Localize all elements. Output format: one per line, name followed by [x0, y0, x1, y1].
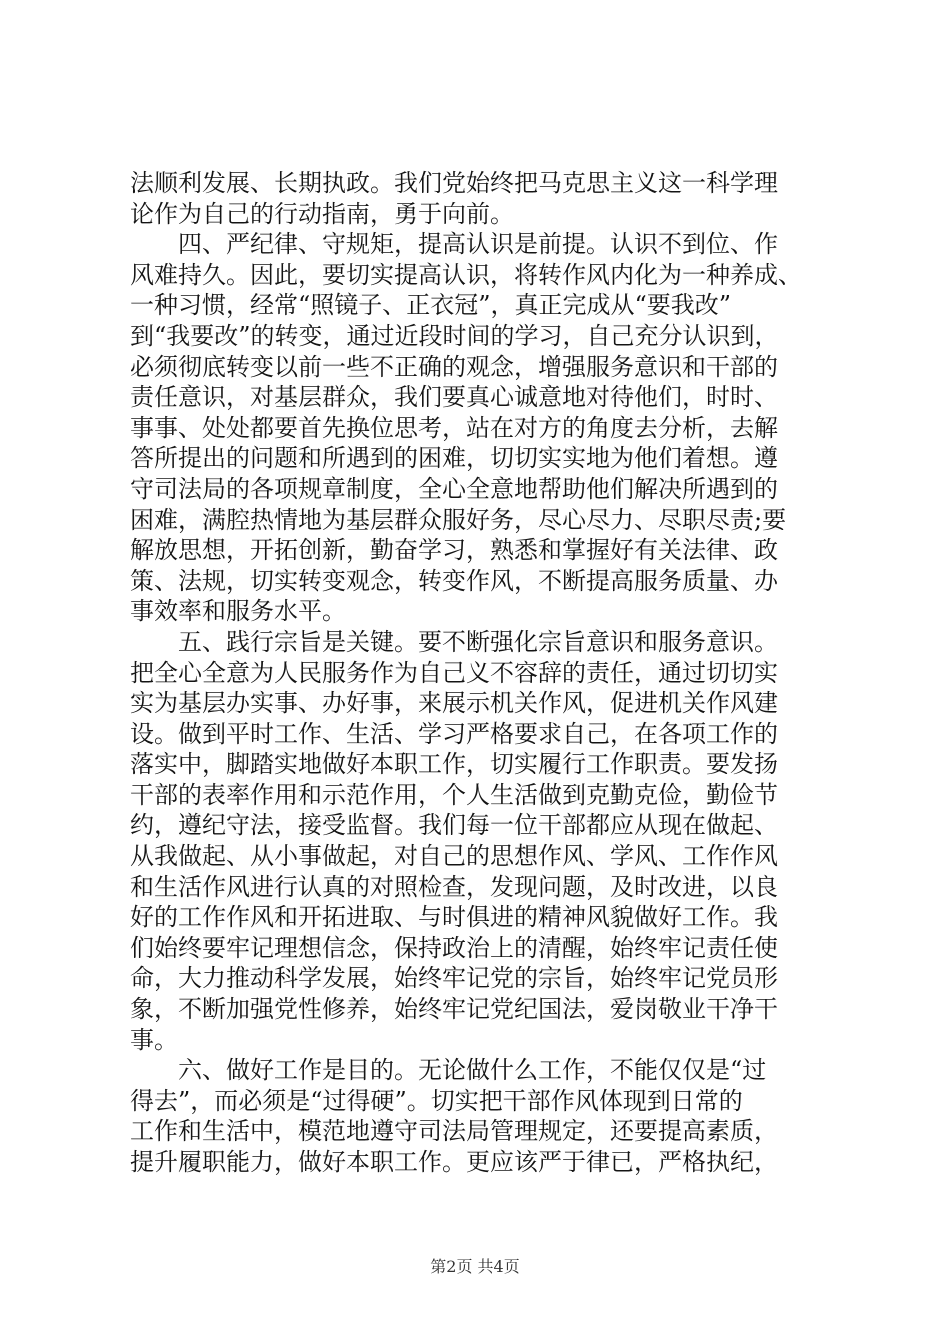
text-line: 必须彻底转变以前一些不正确的观念，增强服务意识和干部的 [130, 352, 778, 381]
text-line: 策、法规，切实转变观念，转变作风，不断提高服务质量、办 [130, 566, 778, 595]
text-line: 责任意识，对基层群众，我们要真心诚意地对待他们，时时、 [130, 383, 778, 412]
text-line: 工作和生活中，模范地遵守司法局管理规定，还要提高素质， [130, 1117, 778, 1146]
text-line: 守司法局的各项规章制度，全心全意地帮助他们解决所遇到的 [130, 474, 778, 503]
text-line: 风难持久。因此，要切实提高认识，将转作风内化为一种养成、 [130, 260, 802, 289]
text-line: 事效率和服务水平。 [130, 597, 346, 626]
paragraph-start-line: 六、做好工作是目的。无论做什么工作，不能仅仅是“过 [178, 1056, 767, 1085]
text-line: 象，不断加强党性修养，始终牢记党纪国法，爱岗敬业干净干 [130, 995, 778, 1024]
text-line: 事事、处处都要首先换位思考，站在对方的角度去分析，去解 [130, 413, 778, 442]
text-line: 约，遵纪守法，接受监督。我们每一位干部都应从现在做起、 [130, 811, 778, 840]
text-line: 事。 [130, 1025, 178, 1054]
text-line: 好的工作作风和开拓进取、与时俱进的精神风貌做好工作。我 [130, 903, 778, 932]
page-number-footer: 第2页 共4页 [430, 1257, 520, 1276]
text-line: 和生活作风进行认真的对照检查，发现问题，及时改进，以良 [130, 872, 778, 901]
text-line: 得去”，而必须是“过得硬”。切实把干部作风体现到日常的 [130, 1086, 743, 1115]
text-line: 一种习惯，经常“照镜子、正衣冠”，真正完成从“要我改” [130, 291, 732, 320]
text-line: 干部的表率作用和示范作用，个人生活做到克勤克俭，勤俭节 [130, 780, 778, 809]
paragraph-start-line: 四、严纪律、守规矩，提高认识是前提。认识不到位、作 [178, 230, 778, 259]
text-line: 把全心全意为人民服务作为自己义不容辞的责任，通过切切实 [130, 658, 778, 687]
text-line: 到“我要改”的转变，通过近段时间的学习，自己充分认识到， [130, 321, 779, 350]
text-line: 命，大力推动科学发展，始终牢记党的宗旨，始终牢记党员形 [130, 964, 778, 993]
text-line: 们始终要牢记理想信念，保持政治上的清醒，始终牢记责任使 [130, 933, 778, 962]
text-line: 法顺利发展、长期执政。我们党始终把马克思主义这一科学理 [130, 169, 778, 197]
text-line: 答所提出的问题和所遇到的困难，切切实实地为他们着想。遵 [130, 444, 778, 473]
text-line: 困难，满腔热情地为基层群众服好务，尽心尽力、尽职尽责;要 [130, 505, 787, 534]
text-line: 论作为自己的行动指南，勇于向前。 [130, 199, 514, 228]
text-line: 设。做到平时工作、生活、学习严格要求自己，在各项工作的 [130, 719, 778, 748]
text-line: 从我做起、从小事做起，对自己的思想作风、学风、工作作风 [130, 842, 778, 871]
text-line: 落实中，脚踏实地做好本职工作，切实履行工作职责。要发扬 [130, 750, 778, 779]
text-line: 提升履职能力，做好本职工作。更应该严于律已，严格执纪， [130, 1148, 778, 1176]
text-line: 解放思想，开拓创新，勤奋学习，熟悉和掌握好有关法律、政 [130, 536, 778, 565]
paragraph-start-line: 五、践行宗旨是关键。要不断强化宗旨意识和服务意识。 [178, 627, 778, 656]
body-text [130, 168, 830, 1178]
text-line: 实为基层办实事、办好事，来展示机关作风，促进机关作风建 [130, 689, 778, 718]
